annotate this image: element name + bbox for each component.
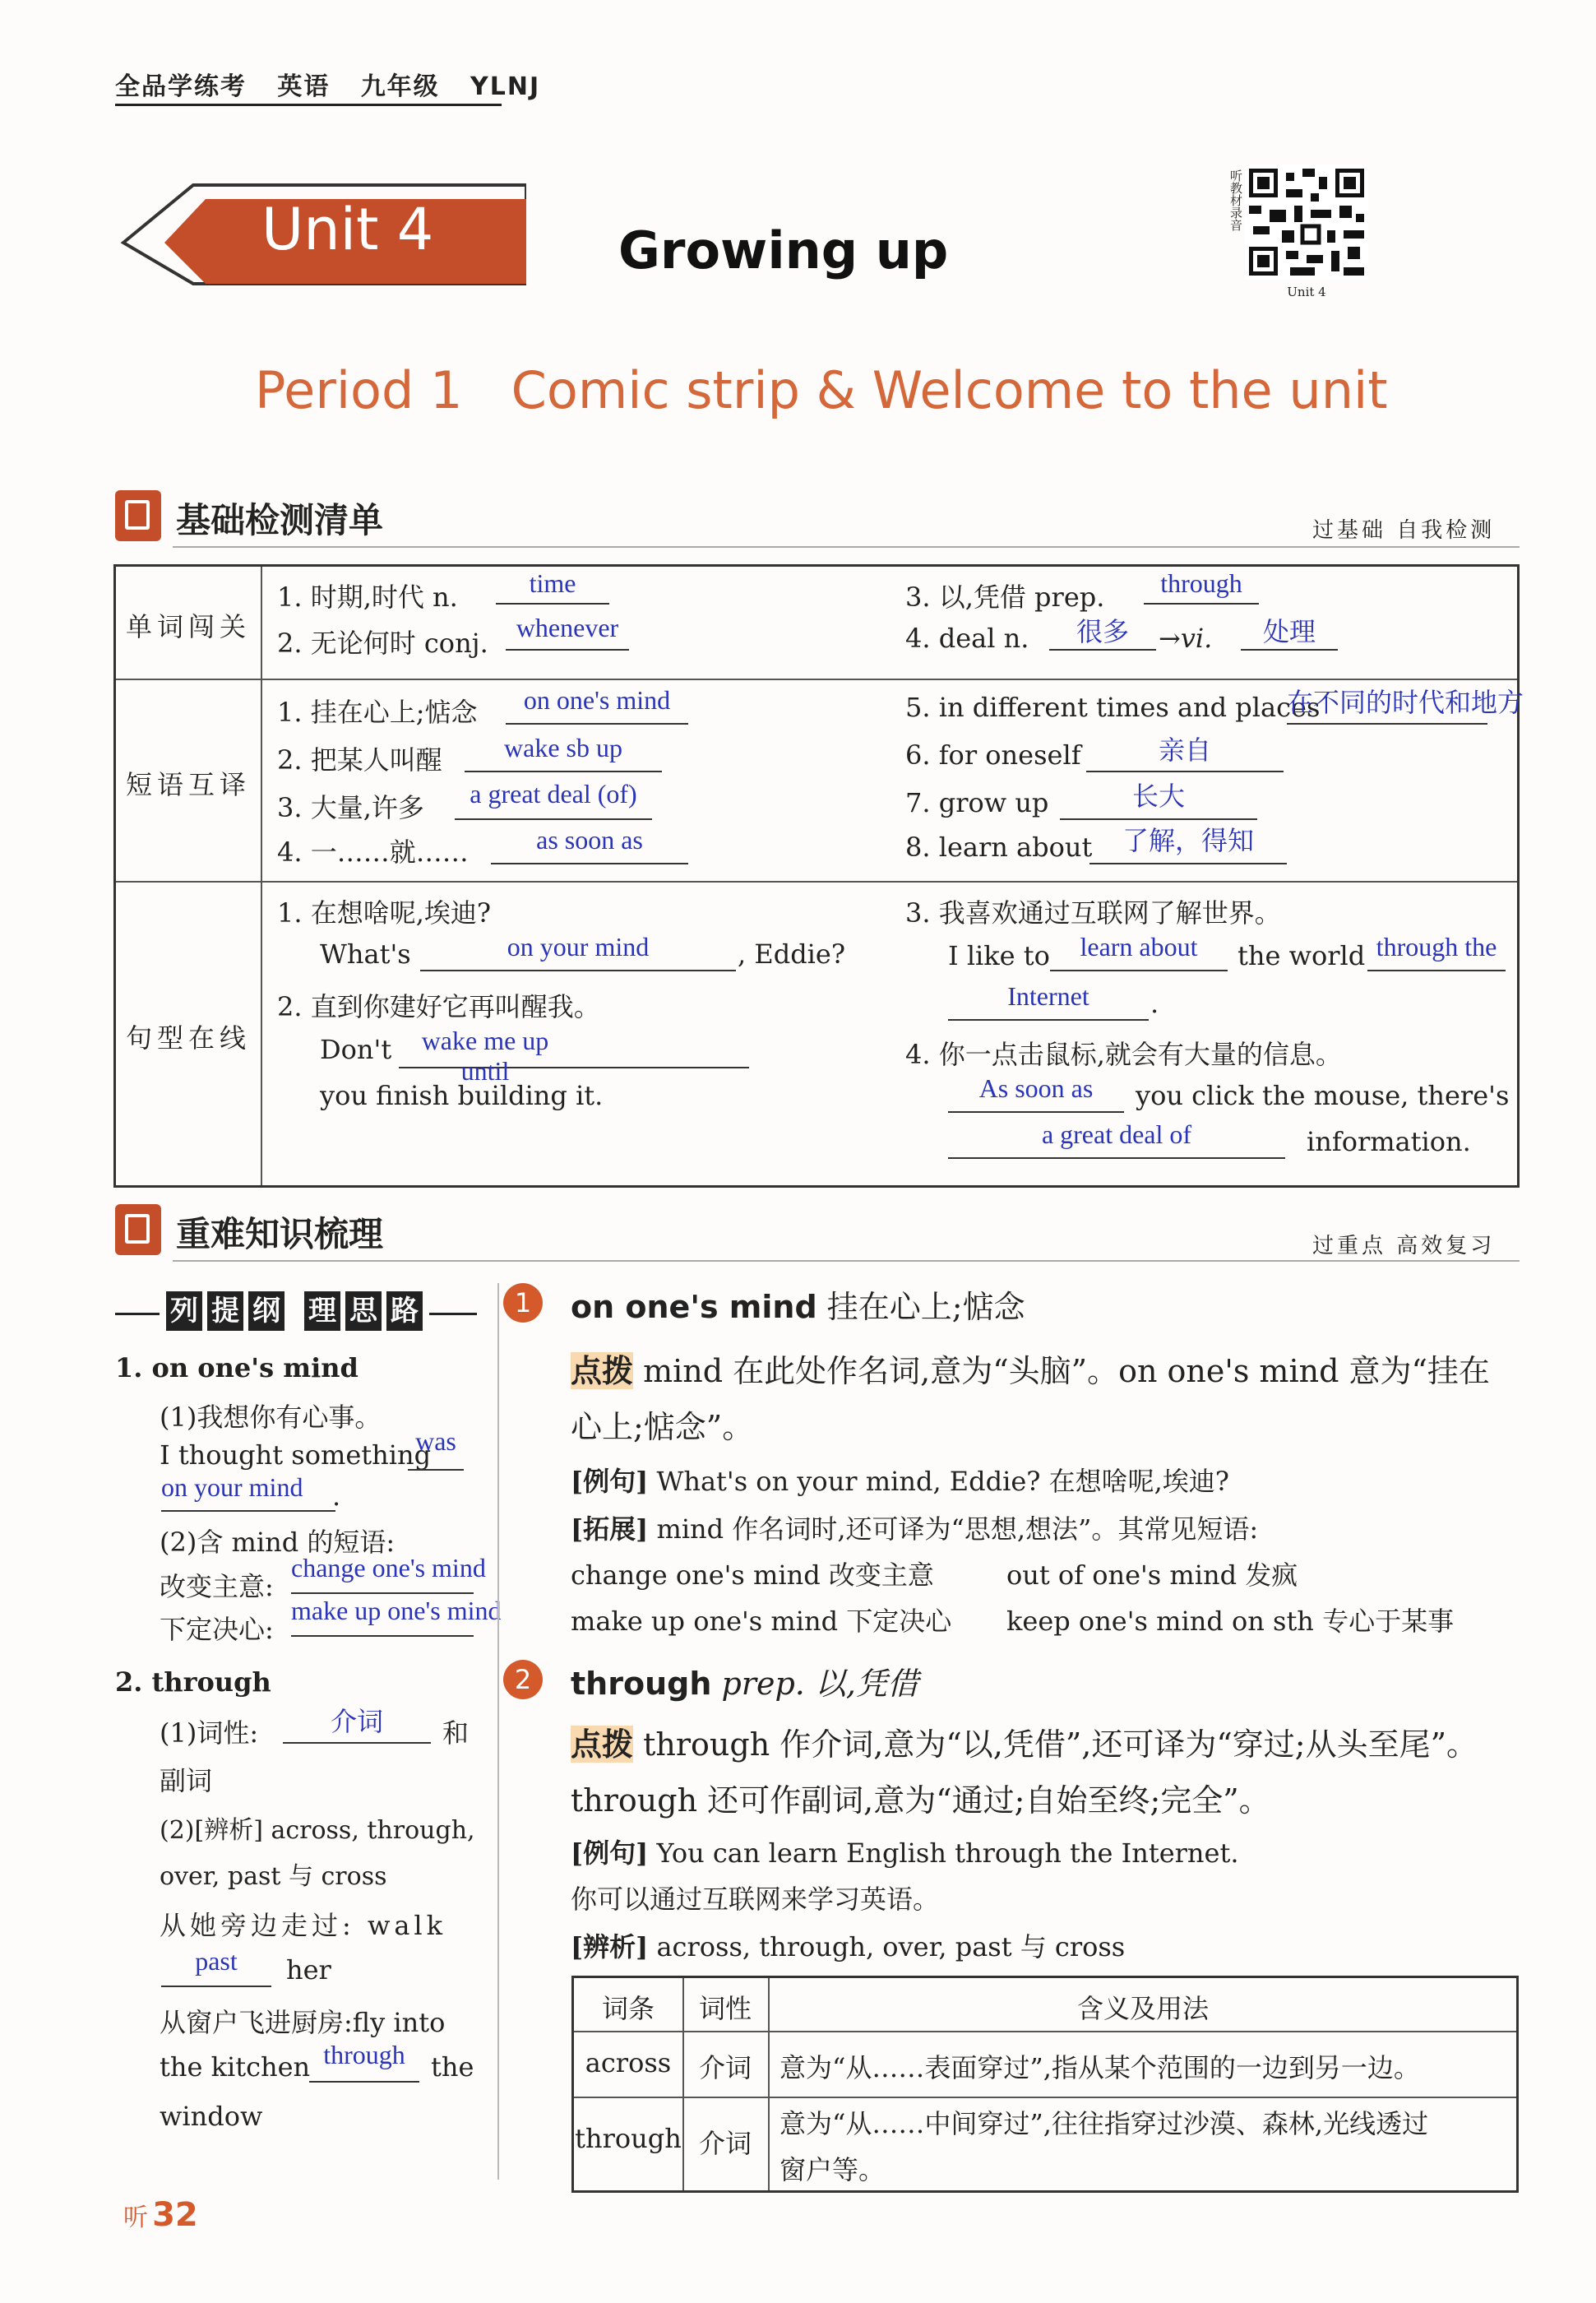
extend-tag: [拓展] xyxy=(571,1513,649,1545)
qr-code-block[interactable] xyxy=(1227,164,1375,303)
vocab-label: 单词闯关 xyxy=(125,611,251,642)
sentence-text: Don't xyxy=(320,1034,392,1065)
vocab-answer: time xyxy=(529,568,576,598)
sentence-cn: 4. 你一点击鼠标,就会有大量的信息。 xyxy=(905,1039,1342,1070)
checklist-table xyxy=(113,564,1524,1188)
outline-item-title: 2. through xyxy=(115,1666,271,1698)
answer-line xyxy=(1050,970,1228,971)
answer-line xyxy=(491,863,688,864)
outline-char: 纲 xyxy=(248,1291,285,1331)
edition: YLNJ xyxy=(470,72,541,101)
section2-note: 过重点 高效复习 xyxy=(1312,1234,1496,1258)
answer-line xyxy=(1287,723,1487,725)
table-cell: 意为“从……表面穿过”,指从某个范围的一边到另一边。 xyxy=(779,2052,1420,2083)
phrase-label: 短语互译 xyxy=(125,769,251,800)
sentence-label: 句型在线 xyxy=(125,1022,251,1054)
answer-line xyxy=(506,649,629,651)
outline-text: 和 xyxy=(442,1717,470,1749)
table-cell: 介词 xyxy=(698,2052,752,2083)
answer-line xyxy=(283,1742,431,1744)
outline-text: 改变主意: xyxy=(160,1571,274,1602)
period-subtitle: Comic strip & Welcome to the unit xyxy=(511,360,1388,420)
unit-title: Growing up xyxy=(618,220,949,280)
point-heading-en: through xyxy=(571,1666,712,1702)
outline-period: . xyxy=(332,1480,341,1512)
sentence-answer: through the xyxy=(1376,932,1497,962)
answer-line xyxy=(1144,603,1259,605)
table-cell: across xyxy=(585,2047,672,2078)
tip-text: 心上;惦念”。 xyxy=(571,1409,754,1445)
outline-text: 下定决心: xyxy=(160,1614,274,1645)
example-tag: [例句] xyxy=(571,1837,649,1869)
outline-char: 思 xyxy=(345,1291,382,1331)
vocab-prompt: 3. 以,凭借 prep. xyxy=(905,582,1105,613)
sentence-cn: 3. 我喜欢通过互联网了解世界。 xyxy=(905,897,1281,929)
outline-answer: on your mind xyxy=(161,1472,303,1502)
outline-text: I thought something xyxy=(160,1439,432,1471)
outline-answer: 介词 xyxy=(330,1707,383,1736)
phrase-answer: on one's mind xyxy=(523,685,671,715)
sentence-cn: 2. 直到你建好它再叫醒我。 xyxy=(277,991,600,1022)
page-footer xyxy=(123,2196,198,2234)
header-rule xyxy=(115,104,502,106)
extend-line xyxy=(571,1508,1258,1546)
vocab-answer: 处理 xyxy=(1262,617,1316,646)
sentence-cn: 1. 在想啥呢,埃迪? xyxy=(277,897,492,929)
answer-line xyxy=(291,1592,474,1594)
table-header: 含义及用法 xyxy=(1076,1993,1209,2024)
sentence-answer: learn about xyxy=(1080,932,1198,962)
point-heading-cn: prep. 以,凭借 xyxy=(721,1666,919,1702)
sentence-answer: on your mind xyxy=(507,932,650,962)
period-label: Period 1 xyxy=(255,360,463,420)
book-header xyxy=(115,66,540,102)
point-heading xyxy=(571,1281,1025,1327)
sentence-text: What's xyxy=(320,938,411,970)
phrase-item: make up one's mind 下定决心 xyxy=(571,1606,952,1637)
grade: 九年级 xyxy=(360,72,440,101)
outline-text: (2)[辨析] across, through, xyxy=(160,1816,475,1845)
series-name: 全品学练考 xyxy=(115,72,247,101)
answer-line xyxy=(948,1019,1149,1021)
phrase-answer: as soon as xyxy=(536,825,643,855)
tip-tag: 点拨 xyxy=(571,1352,634,1389)
outline-text: the kitchen xyxy=(160,2051,311,2083)
phrase-item: change one's mind 改变主意 xyxy=(571,1559,934,1591)
sentence-text: the world xyxy=(1237,940,1366,971)
answer-line xyxy=(1089,863,1287,864)
table-cell: 窗户等。 xyxy=(779,2154,886,2185)
outline-text: 从她旁边走过: walk xyxy=(160,1910,447,1941)
phrase-prompt: 6. for oneself xyxy=(905,739,1081,771)
distinguish-text: across, through, over, past 与 cross xyxy=(656,1931,1126,1962)
answer-line xyxy=(506,723,688,725)
section1-title: 基础检测清单 xyxy=(176,500,384,540)
answer-line xyxy=(161,1986,271,1987)
phrase-answer: 在不同的时代和地方 xyxy=(1287,688,1524,717)
vocab-answer: 很多 xyxy=(1076,617,1129,646)
outline-answer: through xyxy=(323,2040,405,2069)
period-title xyxy=(255,360,1388,420)
tip-text: mind 在此处作名词,意为“头脑”。on one's mind 意为“挂在 xyxy=(643,1353,1490,1389)
outline-char: 路 xyxy=(386,1291,423,1331)
unit-label: Unit 4 xyxy=(261,196,434,263)
table-divider xyxy=(116,881,1517,883)
qr-caption: Unit 4 xyxy=(1287,285,1326,299)
section1-rule xyxy=(173,546,1520,548)
answer-line xyxy=(291,1635,474,1637)
tip-text: through 还可作副词,意为“通过;自始至终;完全”。 xyxy=(571,1782,1270,1819)
answer-line xyxy=(420,970,736,971)
phrase-answer: 长大 xyxy=(1131,781,1185,811)
example-cn: 你可以通过互联网来学习英语。 xyxy=(571,1884,940,1915)
sentence-text: information. xyxy=(1307,1126,1471,1157)
phrase-prompt: 4. 一……就…… xyxy=(277,836,469,868)
table-header: 词条 xyxy=(601,1993,655,2024)
outline-text: (1)词性: xyxy=(160,1717,259,1749)
sentence-answer: wake me up until xyxy=(421,1026,549,1086)
outline-text: over, past 与 cross xyxy=(160,1862,387,1891)
outline-answer: make up one's mind xyxy=(291,1596,502,1625)
table-divider xyxy=(574,2097,1516,2098)
table-cell: 介词 xyxy=(698,2128,752,2159)
vocab-prompt: 2. 无论何时 conj. xyxy=(277,628,488,659)
sentence-answer: Internet xyxy=(1007,981,1089,1011)
outline-text: window xyxy=(160,2101,263,2132)
phrase-prompt: 1. 挂在心上;惦念 xyxy=(277,697,478,728)
sentence-text: you click the mouse, there's xyxy=(1136,1080,1510,1111)
point-number: 2 xyxy=(503,1660,543,1699)
table-divider xyxy=(261,567,262,1185)
section-icon xyxy=(115,1204,161,1255)
answer-line xyxy=(408,1469,464,1471)
outline-char: 理 xyxy=(304,1291,340,1331)
section2-rule xyxy=(173,1260,1520,1262)
outline-text: (1)我想你有心事。 xyxy=(160,1402,382,1433)
extend-text: mind 作名词时,还可译为“思想,想法”。其常见短语: xyxy=(656,1513,1259,1545)
example-tag: [例句] xyxy=(571,1466,649,1497)
table-cell: 意为“从……中间穿过”,往往指穿过沙漠、森林,光线透过 xyxy=(779,2108,1429,2139)
vocab-prompt: 1. 时期,时代 n. xyxy=(277,582,458,613)
table-header: 词性 xyxy=(698,1993,752,2024)
answer-line xyxy=(1241,649,1338,651)
tip-text: through 作介词,意为“以,凭借”,还可译为“穿过;从头至尾”。 xyxy=(643,1726,1478,1763)
outline-text: (2)含 mind 的短语: xyxy=(160,1527,396,1558)
qr-side-caption: 听教材录音 xyxy=(1228,169,1243,231)
outline-char: 列 xyxy=(166,1291,202,1331)
sentence-answer: a great deal of xyxy=(1041,1119,1192,1149)
vocab-answer: whenever xyxy=(516,613,619,642)
phrase-answer: a great deal (of) xyxy=(470,779,637,809)
table-divider xyxy=(574,2031,1516,2032)
tip-line xyxy=(571,1719,1478,1764)
outline-text: 副词 xyxy=(160,1765,213,1796)
sentence-text: I like to xyxy=(948,940,1050,971)
point-heading-cn: 挂在心上;惦念 xyxy=(826,1289,1025,1325)
answer-line xyxy=(496,603,609,605)
phrase-item: keep one's mind on sth 专心于某事 xyxy=(1006,1606,1455,1637)
example-line xyxy=(571,1833,1239,1870)
tip-tag: 点拨 xyxy=(571,1726,634,1763)
sentence-text: . xyxy=(1150,988,1159,1019)
answer-line xyxy=(948,1111,1124,1113)
answer-line xyxy=(1367,970,1506,971)
outline-char: 提 xyxy=(207,1291,243,1331)
example-text: You can learn English through the Internet. xyxy=(656,1837,1239,1869)
phrase-item: out of one's mind 发疯 xyxy=(1006,1559,1298,1591)
point-heading-en: on one's mind xyxy=(571,1289,817,1325)
point-number: 1 xyxy=(503,1283,543,1323)
outline-answer: past xyxy=(195,1946,238,1976)
sentence-text: you finish building it. xyxy=(320,1080,604,1111)
example-line xyxy=(571,1461,1229,1499)
table-divider xyxy=(116,679,1517,680)
table-cell: through xyxy=(575,2123,682,2154)
answer-line xyxy=(161,1510,335,1512)
phrase-prompt: 5. in different times and places xyxy=(905,692,1321,723)
outline-text: 从窗户飞进厨房:fly into xyxy=(160,2007,446,2038)
phrase-prompt: 7. grow up xyxy=(905,787,1049,818)
phrase-prompt: 8. learn about xyxy=(905,832,1093,863)
answer-line xyxy=(1086,771,1284,772)
section2-title: 重难知识梳理 xyxy=(176,1214,384,1254)
outline-title xyxy=(115,1291,477,1336)
phrase-prompt: 2. 把某人叫醒 xyxy=(277,744,442,776)
answer-line xyxy=(309,2081,419,2083)
comparison-table xyxy=(571,1976,1519,2193)
footer-prefix: 听 xyxy=(123,2203,148,2232)
outline-text: her xyxy=(286,1954,331,1986)
outline-answer: was xyxy=(415,1426,456,1456)
phrase-answer: wake sb up xyxy=(504,733,622,762)
vocab-answer: through xyxy=(1160,568,1242,598)
answer-line xyxy=(1049,649,1156,651)
phrase-answer: 亲自 xyxy=(1158,735,1211,765)
section-icon xyxy=(115,490,161,541)
outline-answer: change one's mind xyxy=(291,1553,486,1582)
distinguish-tag: [辨析] xyxy=(571,1931,649,1962)
outline-item-title: 1. on one's mind xyxy=(115,1352,359,1383)
sentence-answer: As soon as xyxy=(978,1073,1094,1103)
answer-line xyxy=(455,818,652,820)
point-heading xyxy=(571,1658,918,1703)
vocab-prompt: 4. deal n. xyxy=(905,623,1029,654)
answer-line xyxy=(465,771,662,772)
page-number: 32 xyxy=(152,2196,198,2234)
column-separator xyxy=(497,1283,499,2180)
phrase-answer: 了解，得知 xyxy=(1122,826,1254,855)
outline-text: the xyxy=(431,2051,474,2083)
sentence-text: , Eddie? xyxy=(738,938,845,970)
example-text: What's on your mind, Eddie? 在想啥呢,埃迪? xyxy=(656,1466,1229,1497)
tip-line xyxy=(571,1346,1490,1391)
distinguish-line xyxy=(571,1926,1125,1964)
vocab-arrow: →vi. xyxy=(1159,623,1213,654)
section1-note: 过基础 自我检测 xyxy=(1312,518,1496,543)
qr-code-icon xyxy=(1245,164,1368,280)
answer-line xyxy=(948,1157,1285,1159)
phrase-prompt: 3. 大量,许多 xyxy=(277,792,424,823)
subject: 英语 xyxy=(277,72,331,101)
